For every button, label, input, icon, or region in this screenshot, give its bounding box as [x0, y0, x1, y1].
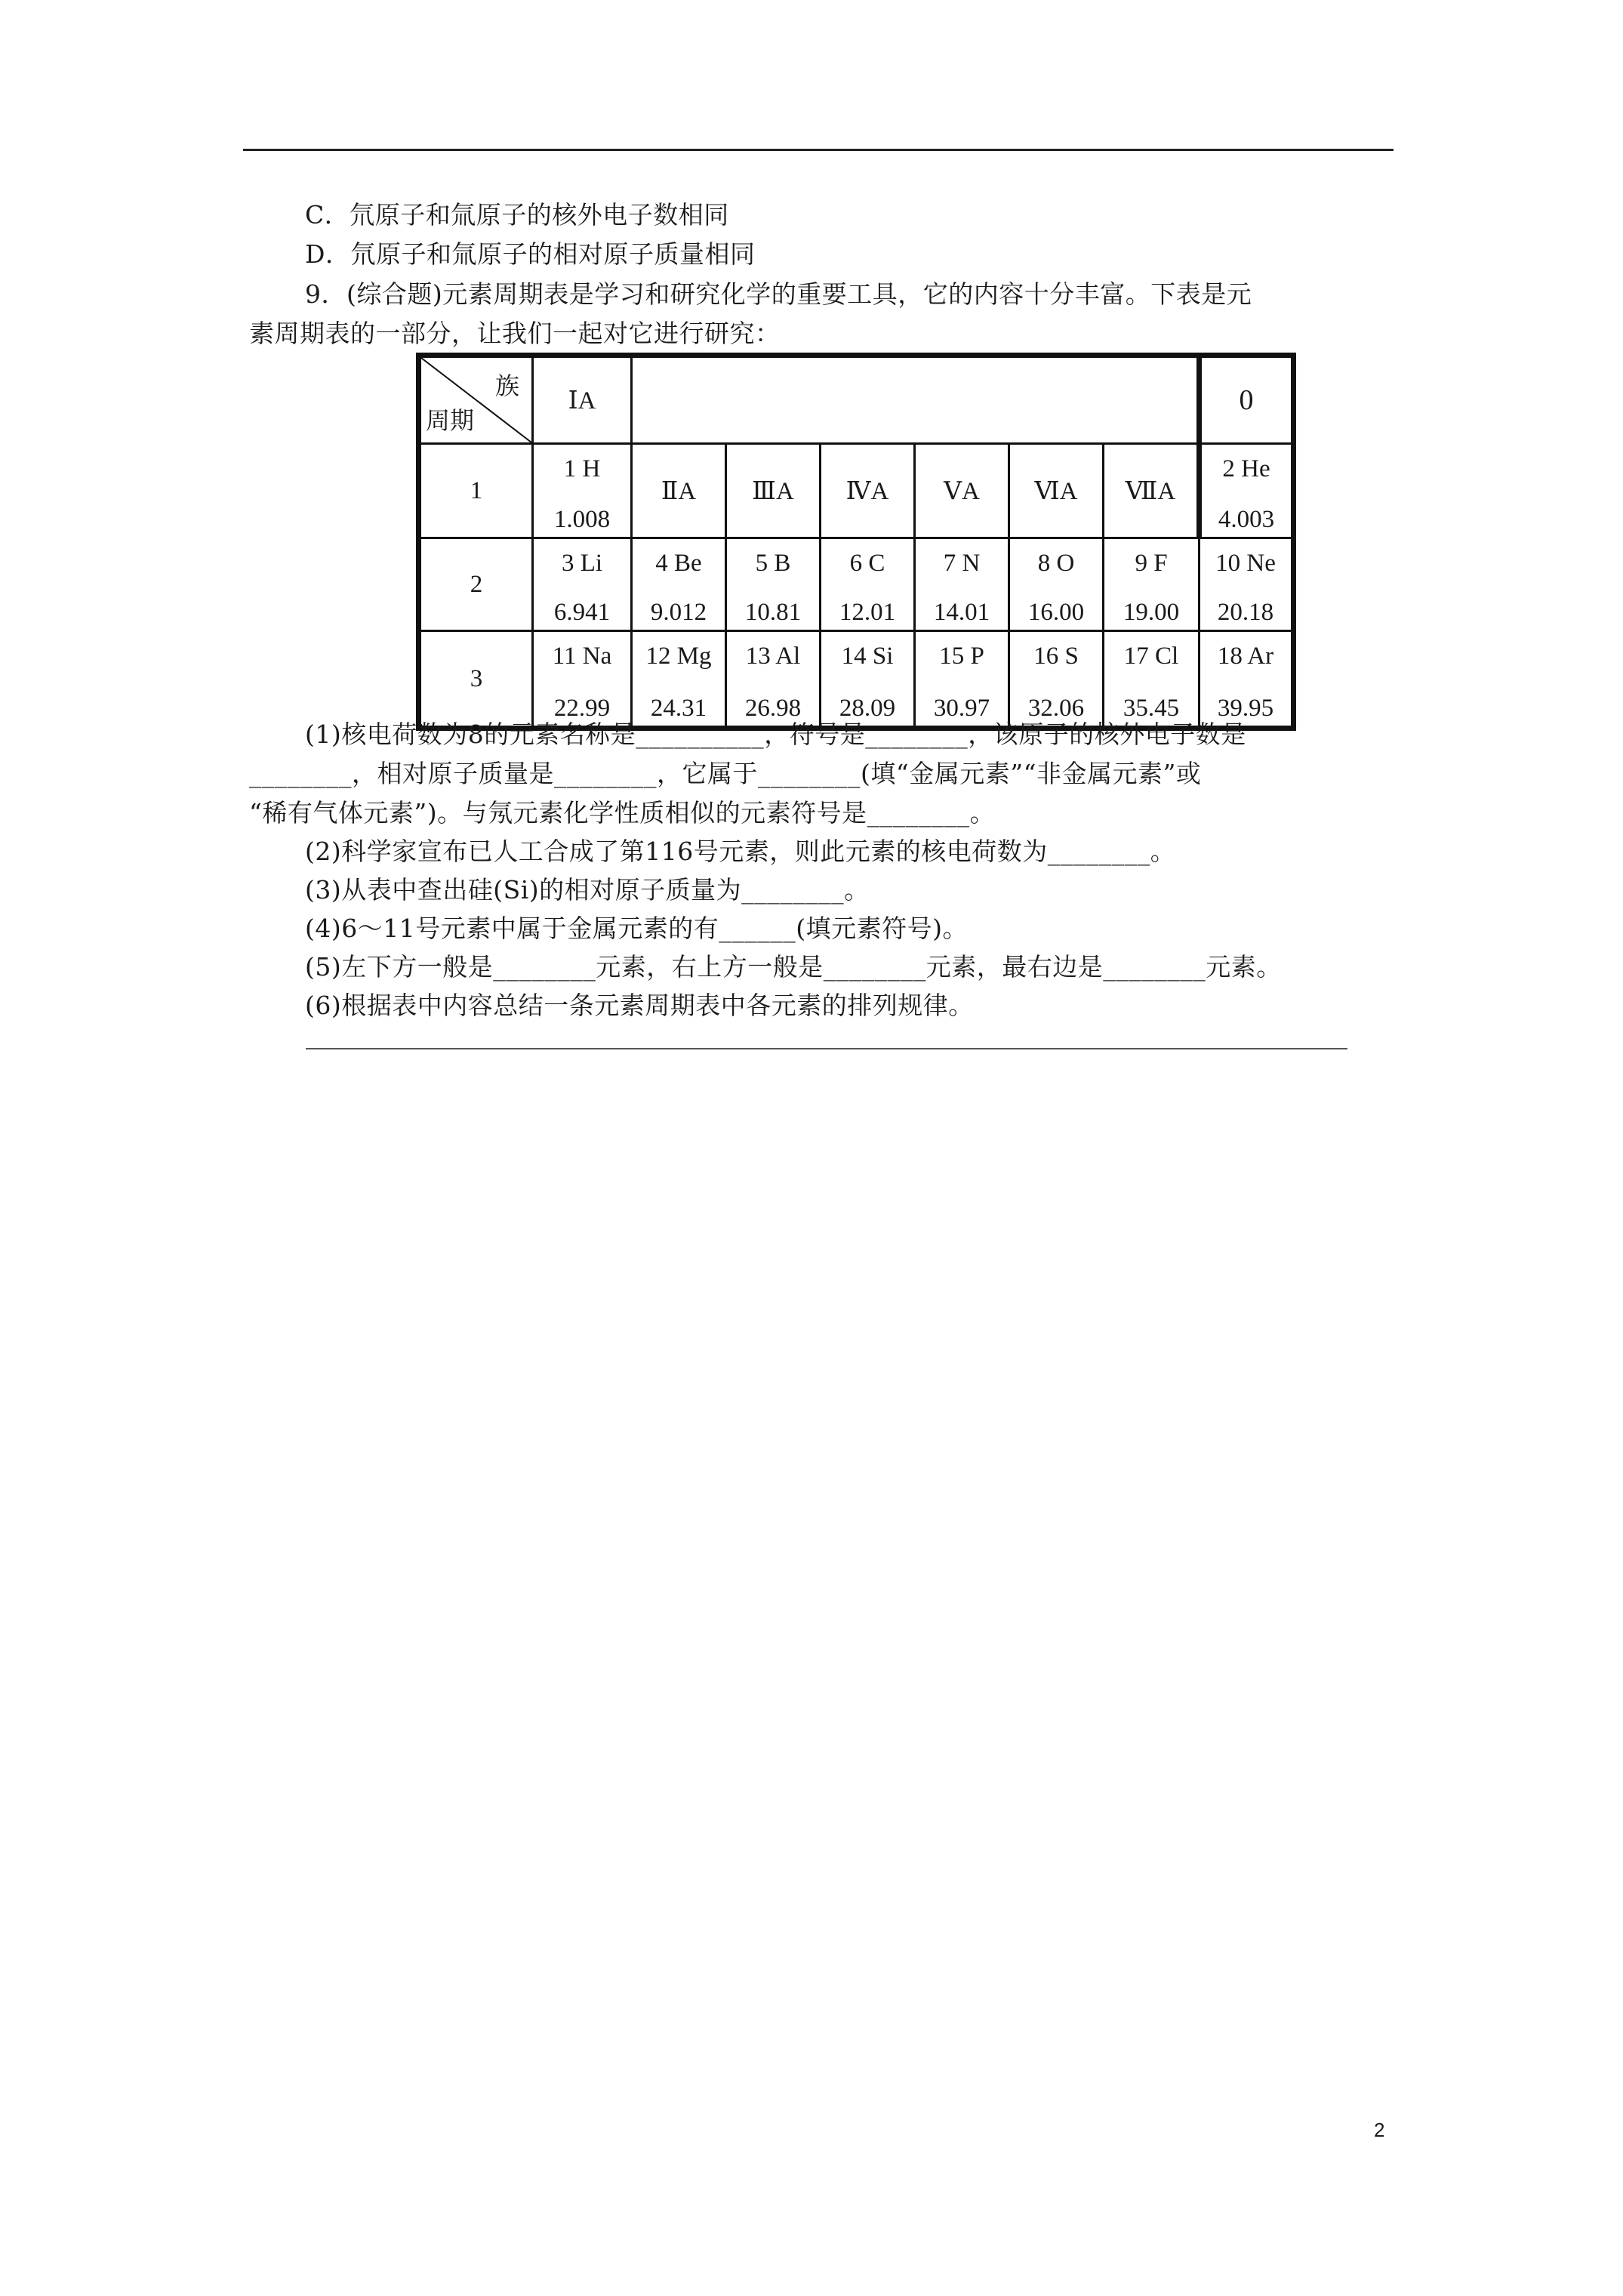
sub-question-1-line-3: “稀有气体元素”)。与氖元素化学性质相似的元素符号是________。: [249, 798, 996, 827]
period-1-label: 1: [419, 444, 533, 538]
sub-question-4: (4)6～11号元素中属于金属元素的有______(填元素符号)。: [305, 914, 968, 943]
group-1a-header: ⅠA: [533, 356, 632, 444]
element-be: 4 Be 9.012: [632, 538, 726, 631]
period-2-label: 2: [419, 538, 533, 631]
sub-question-6: (6)根据表中内容总结一条元素周期表中各元素的排列规律。: [305, 991, 974, 1020]
group-0-header: 0: [1200, 356, 1294, 444]
period-3-label: 3: [419, 631, 533, 729]
option-c: C．氘原子和氚原子的核外电子数相同: [305, 200, 729, 230]
element-ar: 18 Ar 39.95: [1200, 631, 1294, 729]
element-mg: 12 Mg 24.31: [632, 631, 726, 729]
element-h: 1 H 1.008: [533, 444, 632, 538]
element-cl: 17 Cl 35.45: [1104, 631, 1200, 729]
element-c: 6 C 12.01: [821, 538, 915, 631]
table-blank-header: [632, 356, 1200, 444]
element-na: 11 Na 22.99: [533, 631, 632, 729]
group-4a-header: ⅣA: [821, 444, 915, 538]
answer-line: [306, 1048, 1347, 1049]
group-2a-header: ⅡA: [632, 444, 726, 538]
element-n: 7 N 14.01: [915, 538, 1009, 631]
sub-question-5: (5)左下方一般是________元素，右上方一般是________元素，最右边是________元素。: [305, 952, 1282, 982]
question-9-line-2: 素周期表的一部分，让我们一起对它进行研究：: [249, 319, 781, 348]
option-d: D．氘原子和氚原子的相对原子质量相同: [305, 239, 756, 269]
element-ne: 10 Ne 20.18: [1200, 538, 1294, 631]
sub-question-1-line-2: ________，相对原子质量是________，它属于________(填“金属元素”“非金属元素”或: [249, 759, 1202, 788]
element-al: 13 Al 26.98: [726, 631, 821, 729]
sub-question-1-line-1: (1)核电荷数为8的元素名称是__________，符号是________，该原子的核外电子数是: [305, 720, 1246, 749]
question-9-line-1: 9．(综合题)元素周期表是学习和研究化学的重要工具，它的内容十分丰富。下表是元: [305, 279, 1252, 309]
element-s: 16 S 32.06: [1009, 631, 1104, 729]
periodic-table: [416, 353, 1296, 731]
group-5a-header: ⅤA: [915, 444, 1009, 538]
corner-group-label: 族: [494, 371, 519, 400]
group-3a-header: ⅢA: [726, 444, 821, 538]
element-si: 14 Si 28.09: [821, 631, 915, 729]
group-6a-header: ⅥA: [1009, 444, 1104, 538]
element-b: 5 B 10.81: [726, 538, 821, 631]
sub-question-2: (2)科学家宣布已人工合成了第116号元素，则此元素的核电荷数为________。: [305, 837, 1176, 866]
element-f: 9 F 19.00: [1104, 538, 1200, 631]
element-o: 8 O 16.00: [1009, 538, 1104, 631]
page-number: 2: [1374, 2119, 1385, 2141]
element-p: 15 P 30.97: [915, 631, 1009, 729]
element-he: 2 He 4.003: [1200, 444, 1294, 538]
element-li: 3 Li 6.941: [533, 538, 632, 631]
sub-question-3: (3)从表中查出硅(Si)的相对原子质量为________。: [305, 875, 870, 905]
header-rule: [243, 149, 1394, 151]
corner-period-label: 周期: [426, 406, 475, 435]
table-corner-cell: [419, 356, 533, 444]
group-7a-header: ⅦA: [1104, 444, 1200, 538]
